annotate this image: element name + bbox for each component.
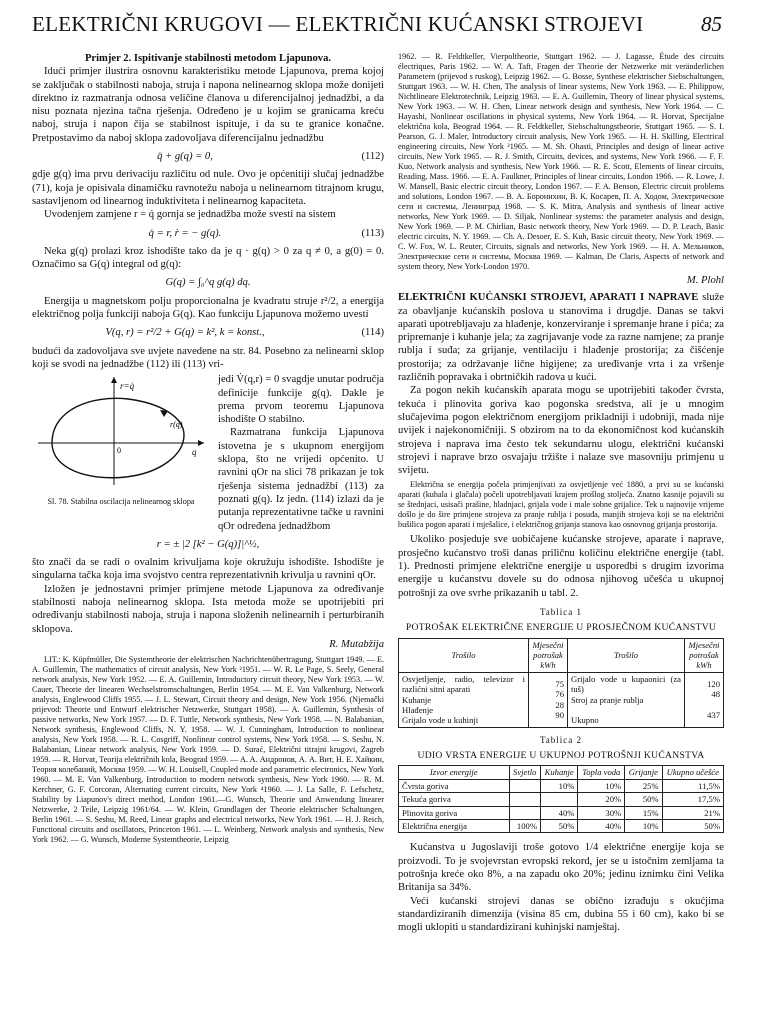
- equation-body: V(q, r) = r²/2 + G(q) = k², k = konst.,: [105, 327, 265, 339]
- author-signature: R. Mutabžija: [329, 638, 384, 650]
- table-cell: 21%: [662, 806, 723, 819]
- spacer: [571, 705, 681, 715]
- figure-block: [32, 373, 384, 533]
- column-header: Trošilo: [399, 638, 529, 672]
- section-title: ELEKTRIČNI KUĆANSKI STROJEVI, APARATI I NAPRAVE: [398, 292, 699, 304]
- column-header: Mjesečni potrošak kWh: [529, 638, 568, 672]
- phase-plane-diagram: [32, 373, 210, 491]
- equation-112: [32, 150, 384, 163]
- paragraph: Idući primjer ilustrira osnovnu karakteristiku metode Ljapunova, prema kojoj se zaključak o stabilnosti naboja, struja i napona nelinearnog sklopa može donijeti direktno iz razmatranja odnosa veličine članova u diferencijalnoj jednadžbi, a da nisu poznata njezina tačna rješenja. Određeno je u kojim se granicama kreću naboj, struja i napon čija se stabilnost ispituje, i da su te granice konačne. Pretpostavimo da naboj sklopa zadovoljava diferencijalnu jednadžbu: [32, 66, 384, 144]
- q-axis-label: q: [192, 447, 197, 458]
- table-cell: 20%: [578, 793, 625, 806]
- table-cell: Električna energija: [399, 820, 510, 833]
- table-cell: Tekuća goriva: [399, 793, 510, 806]
- table-row: [399, 793, 724, 806]
- table-cell: [399, 672, 529, 727]
- column-header: Grijanje: [625, 766, 662, 779]
- paragraph: budući da zadovoljava sve uvjete navedene na str. 84. Posebno za nelinearni sklop koji se svodi na jednadžbe (112) ili (113) vri-: [32, 345, 384, 370]
- table-cell: 25%: [625, 779, 662, 792]
- table-cell: 50%: [662, 820, 723, 833]
- table-cell: Čvrsta goriva: [399, 779, 510, 792]
- example-heading: Primjer 2. Ispitivanje stabilnosti metodom Ljapunova.: [84, 53, 332, 64]
- table-cell: 40%: [578, 820, 625, 833]
- left-column: [32, 52, 384, 845]
- historical-note: Električna se energija počela primjenjivati za osvjetljenje već 1880, a prvi su se kućanski aparati (kuhala i glačala) počeli upotrebljavati krajem prošlog stoljeća. Znatno kasnije pojavili su se štednjaci, usisači prašine, hladnjaci, grijala vode i male sobne grijalice. Tek u najnovije vrijeme došlo je do šire primjene strojeva za pranje rublja i posuđa, manjih strojeva koji se na električni bušilica pogon aparati i mješalice, i električnog grijanja stanova kao osnovnog grijanja prostorija.: [398, 480, 724, 530]
- table-cell: [509, 779, 540, 792]
- equation-114: [32, 326, 384, 339]
- table-1-label: Tablica 1: [539, 606, 583, 617]
- paragraph: Veći kućanski strojevi danas se obično izrađuju s okućjima standardiziranih dimenzija (visina 85 cm, dubina 55 i 60 cm), kako bi se mogli uklopiti u standardizirani kuhinjski namještaj.: [398, 895, 724, 934]
- table-row: [399, 779, 724, 792]
- item-value: 76: [555, 689, 564, 700]
- paragraph: Kućanstva u Jugoslaviji troše gotovo 1/4 električne energije koja se proizvodi. To je svojevrstan evropski rekord, jer se u istočnim zemljama ta potrošnja kreće oko 8%, a na zapadu oko 20%; jedinu iznimku čini Velika Britanija sa 34%.: [398, 842, 724, 894]
- table-cell: [540, 793, 577, 806]
- item-value: 120: [707, 678, 720, 689]
- paragraph: Za pogon nekih kućanskih aparata mogu se upotrijebiti također čvrsta, tekuća i plinovita goriva kao pogonska sredstva, ali je u mnogim slučajevima pogon električnom energijom prikladniji i udobniji, mada nije uvijek i najekonomičniji. S obzirom na to da ekonomičnost kod kućanskih strojeva i naprava ima često tek sekundarnu ulogu, električni kućanski strojevi i naprave brzo osvajaju tržište i nalaze sve masovniju primjenu u svijetu.: [398, 385, 724, 477]
- page-number: 85: [701, 12, 722, 36]
- paragraph: što znači da se radi o ovalnim krivuljama koje okružuju ishodište. Ishodište je singularna tačka koja ima svojstvo centra reprezentativnih krivulja u ravnini qOr.: [32, 557, 384, 582]
- column-header: Izvor energije: [399, 766, 510, 779]
- figure-side-text: [210, 373, 384, 533]
- paragraph: gdje g(q) ima prvu derivaciju različitu od nule. Ovo je općenitiji slučaj jednadžbe (71), koja je opisivala dinamičku ravnotežu naboja u nelinearnom titrajnom krugu, sastavljenom od linearnog induktiviteta i nelinearnog kapaciteta.: [32, 169, 384, 207]
- figure-caption: Sl. 78. Stabilna oscilacija nelinearnog sklopa: [47, 496, 195, 506]
- table-2-title: UDIO VRSTA ENERGIJE U UKUPNOJ POTROŠNJI KUĆANSTVA: [417, 750, 705, 762]
- table-cell: 50%: [625, 793, 662, 806]
- q-axis-arrow: [198, 440, 204, 446]
- table-cell: 17,5%: [662, 793, 723, 806]
- column-header: Ukupno učešće: [662, 766, 723, 779]
- equation-113: [32, 227, 384, 240]
- column-header: Topla voda: [578, 766, 625, 779]
- table-cell: 15%: [625, 806, 662, 819]
- item-value: 90: [555, 710, 564, 721]
- item-label: Stroj za pranje rublja: [571, 694, 644, 705]
- direction-arrow: [160, 410, 168, 417]
- table-cell: [568, 672, 685, 727]
- item-value: 75: [555, 678, 564, 689]
- origin-label: 0: [117, 446, 121, 456]
- equation-body: r = ± |2 [k² − G(q)]|^½,: [156, 538, 260, 550]
- table-cell: 50%: [540, 820, 577, 833]
- equation-number: (112): [361, 151, 384, 163]
- table-row: [399, 820, 724, 833]
- equation-body: q̈ + g(q) = 0,: [157, 151, 213, 163]
- literature-list: LIT.: K. Küpfmüller, Die Systemtheorie der elektrischen Nachrichtenübertragung, Stuttgart 1949. — E. A. Guillemin, The mathematics of circuit analysis, New York ²1951. — W. R. Le Page, S. Seely, General network analysis, New York 1952. — E. A. Guillemin, Introductory circuit theory, New York 1953. — W. Cauer, Theorie der linearen Wechselstromschaltungen, Berlin 1954. — M. E. Van Valkenburg, Network analysis, Englewood Cliffs 1955. — J. L. Stewart, Circuit theory and design, New York 1956. (Njemački prijevod: Theorie und Entwurf elektrischer Netzwerke, Stuttgart 1958). — A. Guillemin, Synthesis of passive networks, New York 1957. — D. F. Tuttle, Network synthesis, New York 1958. — N. Balabanian, Network synthesis, Englewood Cliffs, N. Y. 1958. — W. J. Cunningham, Introduction to nonlinear analysis, New York 1958. — R. L. Cosgriff, Nonlinear control systems, New York 1958. — S. Seshu, N. Balabanian, Linear network analysis, New York 1959. — D. Surać, Električni titrajni krugovi, Zagreb 1959. — R. Horvat, Teorija električnih kola, Beograd 1959. — A. A. Андронов, А. А. Вит, Н. Е. Хайкин, Теория колебаний, Москва 1959. — W. H. Louisell, Coupled mode and parametric electronics, New York 1960. — M. E. Van Valkenburg, Introduction to modern network synthesis, New York 1960. — R. M. Kerchner, G. F. Corcoran, Alternating current circuits, New York ⁴1960. — J. La Salle, F. Lefschetz, Stability by Liapunov's direct method, London 1961.—G. Wunsch, Theorie und Anwendung linearer Netzwerke, 2 Teile, Leipzig 1961/64. — W. Klein, Grundlagen der Theorie elektrischer Schaltungen, Berlin 1961. — S. Seshu, M. Reed, Linear graphs and electrical networks, New York 1961. — H. J. Reich, Functional circuits and oscillators, Princeton 1961. — L. Weinberg, Network analysis and synthesis, New York 1962. — G. Wunsch, Moderne Systemtheorie, Leipzig: [32, 655, 384, 845]
- table-cell: 10%: [540, 779, 577, 792]
- paragraph: Izložen je jednostavni primjer primjene metode Ljapunova za određivanje stabilnosti naboja nelinearnog sklopa. Ista metoda može se upotrijebiti pri određivanju stabilnosti naboja, struja i napona složenih nelinearnih i perturbiranih sklopova.: [32, 583, 384, 635]
- table-cell: [529, 672, 568, 727]
- equation-body: G(q) = ∫₀^q g(q) dq.: [165, 277, 251, 289]
- item-label: Ukupno: [571, 715, 599, 726]
- item-label: Grijalo vode u kuhinji: [402, 715, 479, 726]
- table-header-row: [399, 766, 724, 779]
- table-row: [399, 672, 724, 727]
- item-label: Kuhanje: [402, 694, 432, 705]
- figure-78: [32, 373, 210, 533]
- table-cell: 10%: [578, 779, 625, 792]
- section-lead: služe za obavljanje kućanskih poslova u stanovima i drugdje. Danas se takvi aparati upotrebljavaju za hlađenje, konzerviranje i spremanje hrane i pića; za pripremanje i kuhanje jela; za zagrijavanje vode za razne namjene; za pranje rublja i suđa; za grijanje, ventilaciju i hlađenje prostorija; za čišćenje prostorija; za održavanje lične higijene; za uređivanje vrta i za vršenje različnih popravaka i obrtničkih radova u kući.: [398, 292, 724, 384]
- item-value: 437: [707, 710, 720, 721]
- table-1: [398, 638, 724, 728]
- paragraph: Uvodenjem zamjene r = q̇ gornja se jednadžba može svesti na sistem: [44, 209, 336, 221]
- page-header: [32, 12, 722, 42]
- item-value: 28: [555, 699, 564, 710]
- table-row: [399, 806, 724, 819]
- table-cell: 11,5%: [662, 779, 723, 792]
- item-label: Hlađenje: [402, 704, 434, 715]
- paragraph: jedi V̇(q,r) = 0 svagdje unutar područja definicije funkcije g(q). Dakle je prema prvom teoremu Ljapunova ishodište O stabilno.: [218, 374, 384, 426]
- table-cell: 30%: [578, 806, 625, 819]
- literature-continued: 1962. — R. Feldtkeller, Vierpoltheorie, Stuttgart 1962. — J. Lagasse, Étude des circuits électriques, Paris 1962. — W. A. Taft, Fragen der Theorie der Netzwerke mit veränderlichen Parametern (prijevod s ruskog), Leipzig 1962. — G. Bosse, Synthese elektrischer Siebschaltungen, Stuttgart 1963. — W. H. Chen, The analysis of linear systems, New York 1963. — E. Philippow, Nichtlineare Elektrotechnik, Leipzig 1963. — E. A. Guillemin, Theory of linear physical systems, New York 1963. — W. H. Chen, Linear network design and synthesis, New York 1964. — C. Hayashi, Nonlinear oscillations in physical systems, New York 1964. — R. Horvat, Specijalne električna kola, Beograd 1964. — R. Feldtkeller, Siebschaltungstheorie, Stuttgart 1965. — S. I. Pearson, G. J. Maler, Introductory circuit analysis, New York 1965. — H. H. Skilling, Electrical engineering circuits, New York ²1965. — M. Sh. Ohasti, Principles and design of linear active circuits, New York 1965. — R. J. Smith, Circuits, devices, and systems, New York 1966. — F. F. Kuo, Network analysis and synthesis, New York 1966. — R. E. Scott, Elements of linear circuits, Reading, Mass. 1966. — E. A. Faulkner, Principles of linear circuits, London 1966. — R. Lowe, J. W. Mansell, Basic electric circuit theory, London 1967. — F. A. Benson, Electric circuit problems and solutions, London 1967. — В. А. Боронихин, В. К. Косарев, П. А. Ходом, Электрические сети и системы, Ленинград 1968. — S. K. Mitra, Analysis and synthesis of linear active networks, New York 1969. — D. Siljak, Nonlinear systems: the parameter analysis and design, New York 1969. — P. M. Chirlian, Basic network theory, New York 1969. — D. P. Leach, Basic electric circuits, N. Y. 1969. — Ch. A. Desoer, E. S. Kuh, Basic circuit theory, New York 1969. — C. W. Fox, W. L. Reuter, Circuits, signals and networks, New York 1969. — Н. А. Мельников, Электрические сети и системы, Москва 1969. — Kalman, De Claris, Aspects of network and system theory, New York-London 1970.: [398, 52, 724, 271]
- column-header: Kuhanje: [540, 766, 577, 779]
- paragraph: Ukoliko posjeduje sve uobičajene kućanske strojeve, aparate i naprave, prosječno kućanstvo troši danas priličnu količinu električne energije (tabl. 1). Prednosti primjene električne energije u usporedbi s drugim izvorima energije u kućanstvu dovele su do odnosa njihovog učešća u ukupnoj potrošnji za ove svrhe prikazanih u tabl. 2.: [398, 534, 724, 599]
- paragraph: Razmatrana funkcija Ljapunova istovetna je s ukupnom energijom sklopa, što ne vrijedi općenito. U ravnini qOr na slici 78 prikazan je tok rješenja sistema jednadžbi (113) za poznati g(q). Iz jedn. (114) izlazi da je putanja reprezentativne tačke u ravnini qOr određena jednadžbom: [218, 427, 384, 532]
- spacer: [688, 700, 720, 710]
- equation-r: [32, 538, 384, 551]
- literature-signature: M. Plohl: [686, 275, 724, 286]
- table-header-row: [399, 638, 724, 672]
- right-column: [398, 52, 724, 934]
- equation-integral: [32, 276, 384, 289]
- r-axis-arrow: [111, 377, 117, 383]
- table-cell: 10%: [625, 820, 662, 833]
- table-cell: 40%: [540, 806, 577, 819]
- section-intro: [398, 291, 724, 384]
- table-2: [398, 765, 724, 833]
- column-header: Mjesečni potrošak kWh: [685, 638, 724, 672]
- item-value: 48: [711, 689, 720, 700]
- item-label: Grijalo vode u kupaonici (za tuš): [571, 673, 681, 695]
- table-cell: Plinovita goriva: [399, 806, 510, 819]
- item-label: Osvjetljenje, radio, televizor i razlićni sitni aparati: [402, 673, 525, 695]
- equation-number: (113): [361, 227, 384, 239]
- table-1-title: POTROŠAK ELEKTRIČNE ENERGIJE U PROSJEČNOM KUĆANSTVU: [405, 622, 717, 634]
- paragraph: Energija u magnetskom polju proporcionalna je kvadratu struje r²/2, a energija električnog polja funkciji naboja G(q). Kao funkciju Ljapunova možemo uvesti: [32, 295, 384, 321]
- oval-trajectory: [52, 399, 184, 478]
- table-cell: 100%: [509, 820, 540, 833]
- paragraph: Neka g(q) prolazi kroz ishodište tako da je q · g(q) > 0 za q ≠ 0, a g(0) = 0. Označimo sa G(q) integral od g(q):: [32, 245, 384, 271]
- equation-number: (114): [361, 327, 384, 339]
- equation-body: q̇ = r, ṙ = − g(q).: [148, 227, 222, 239]
- running-title: ELEKTRIČNI KRUGOVI — ELEKTRIČNI KUĆANSKI STROJEVI: [32, 12, 644, 36]
- column-header: Trošilo: [568, 638, 685, 672]
- table-2-label: Tablica 2: [539, 734, 583, 745]
- table-cell: [685, 672, 724, 727]
- rq-label: r(q): [170, 420, 183, 430]
- r-axis-label: r=q̇: [120, 381, 135, 392]
- column-header: Svjetlo: [509, 766, 540, 779]
- table-cell: [509, 806, 540, 819]
- table-cell: [509, 793, 540, 806]
